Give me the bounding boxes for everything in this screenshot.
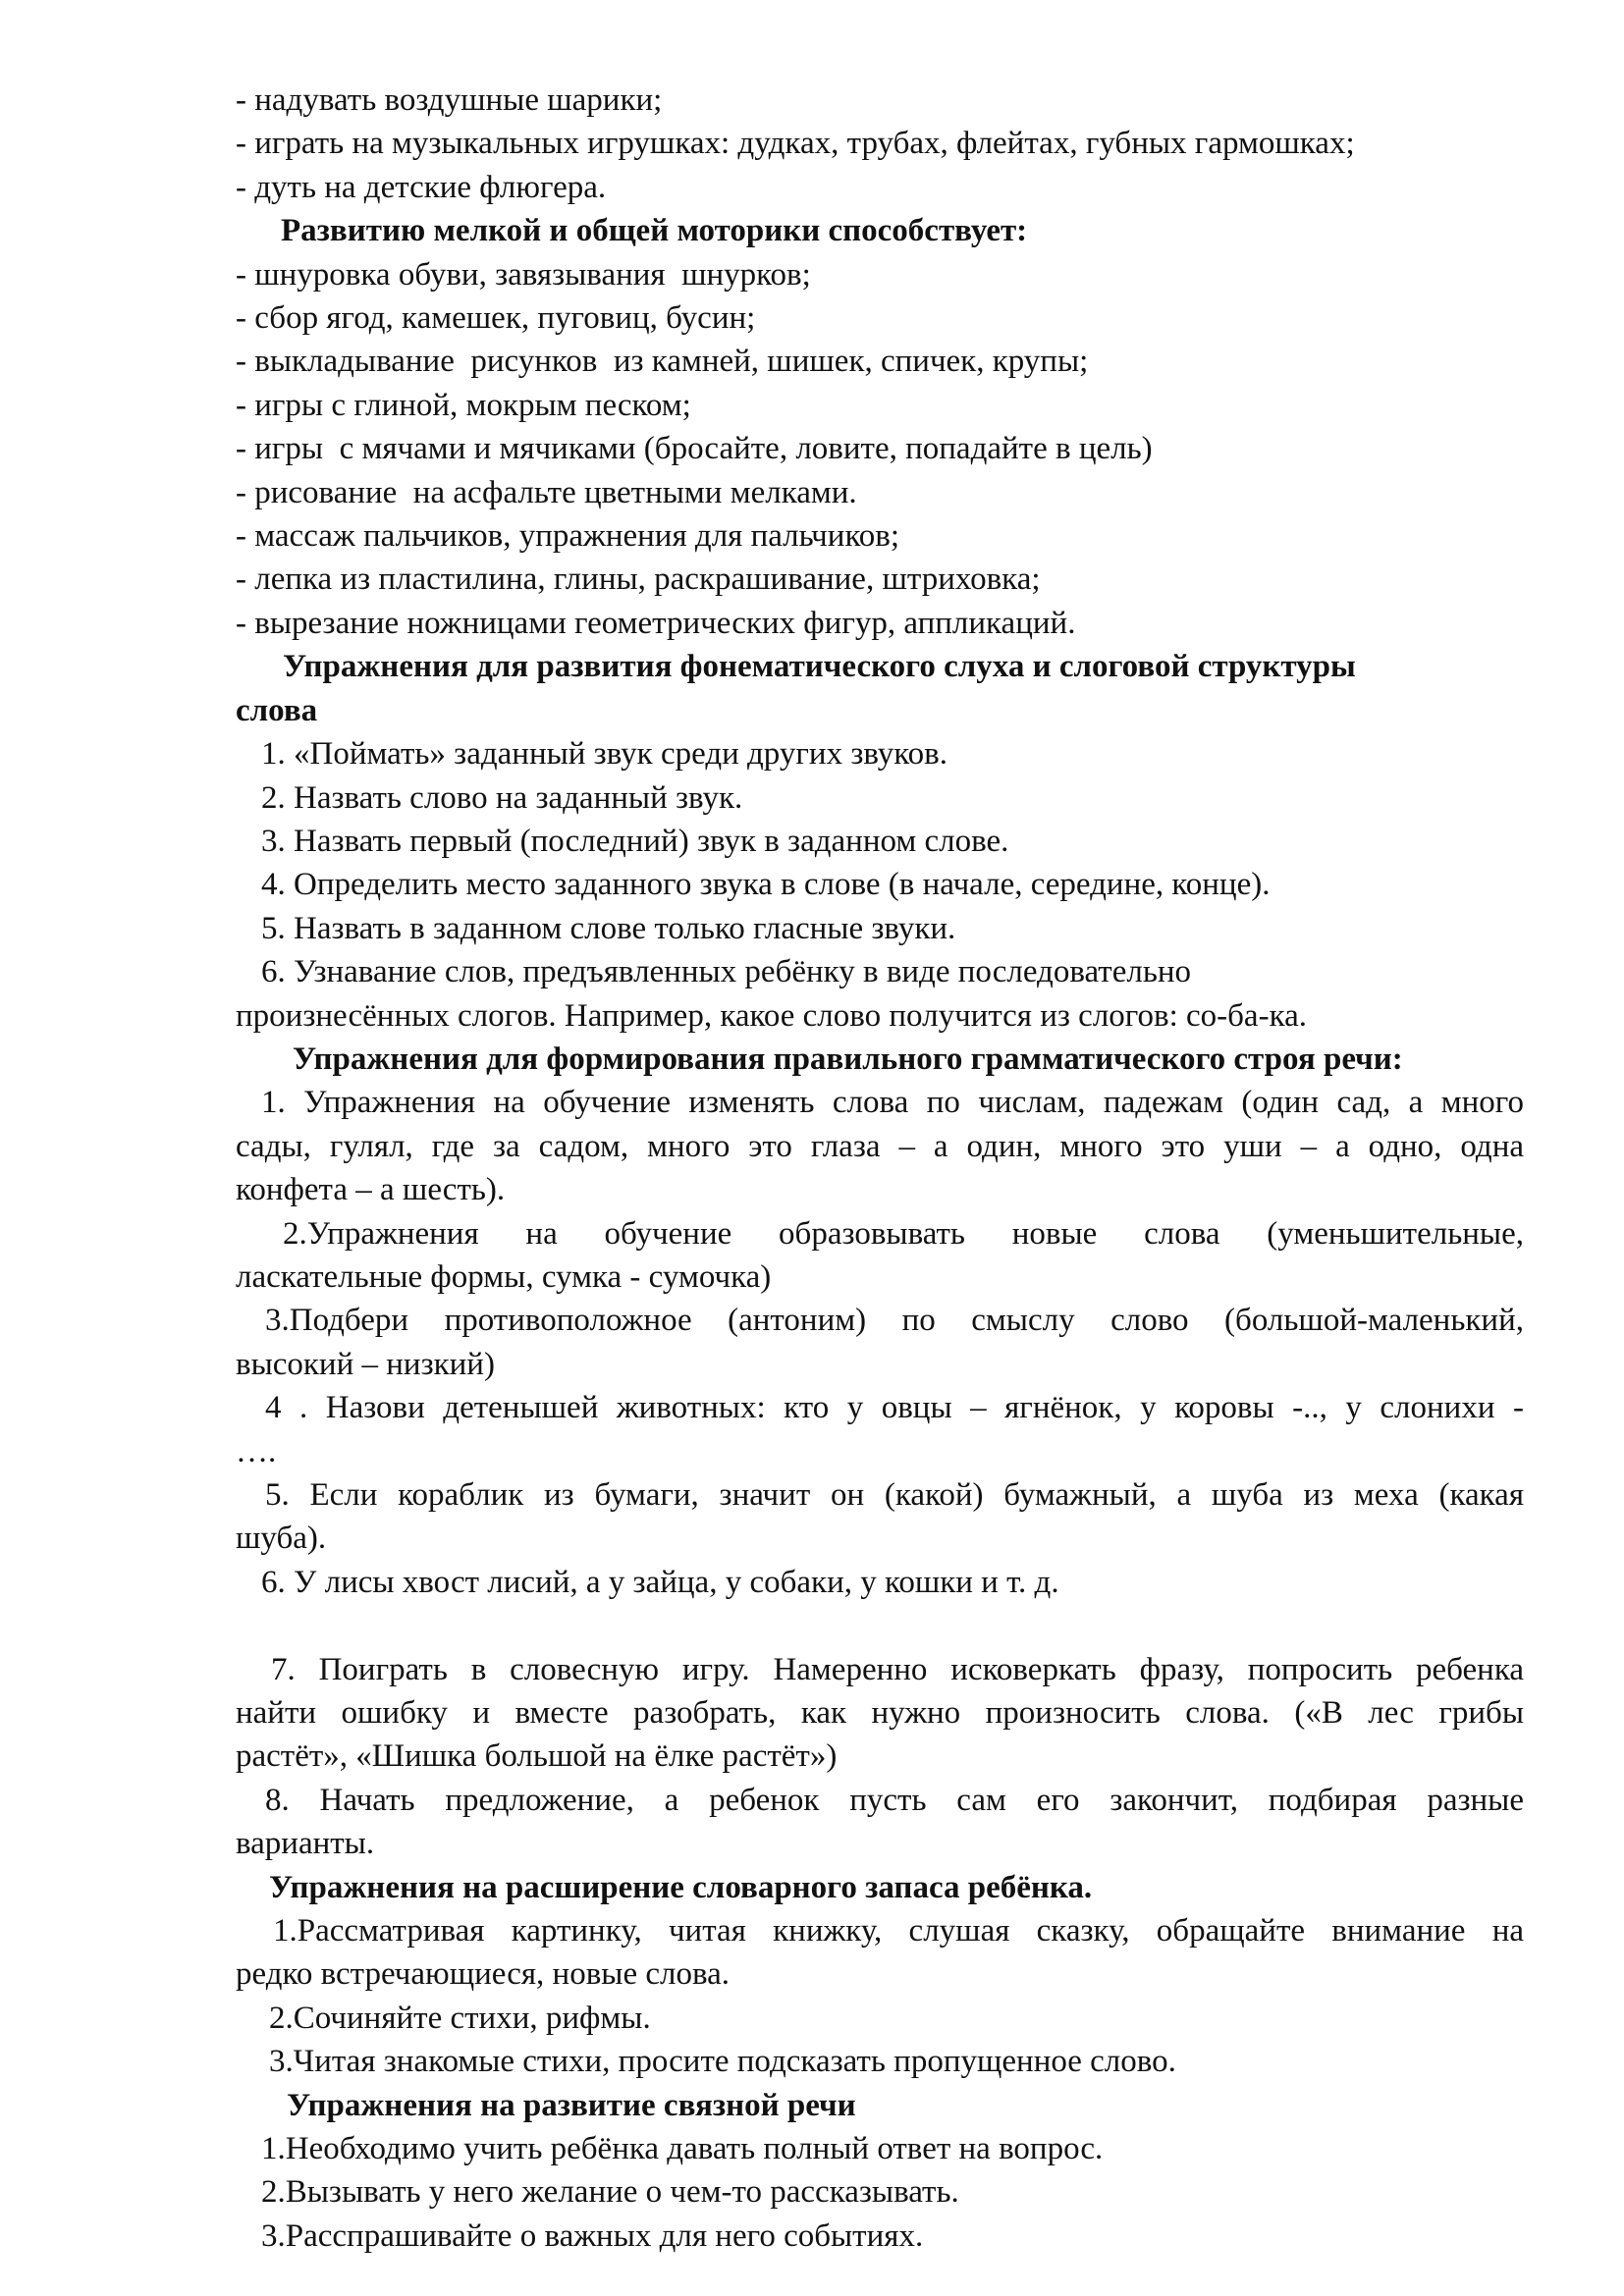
grammar-item-2: 2.Упражнения на обучение образовывать новые слова (уменьшительные, [283, 1215, 1524, 1252]
motor-item: - вырезание ножницами геометрических фигур, аппликаций. [236, 605, 1076, 641]
page-content [236, 79, 1524, 2258]
grammar-item-8: 8. Начать предложение, а ребенок пусть сам его закончит, подбирая разные [265, 1782, 1524, 1818]
phonemic-item-cont: произнесённых слогов. Например, какое слово получится из слогов: со-ба-ка. [236, 997, 1307, 1034]
grammar-item-4: 4 . Назови детенышей животных: кто у овцы – ягнёнок, у коровы -.., у слонихи - [265, 1390, 1524, 1426]
grammar-item-3-cont: высокий – низкий) [236, 1346, 495, 1382]
motor-item: - массаж пальчиков, упражнения для пальчиков; [236, 518, 900, 555]
grammar-item-5-cont: шуба). [236, 1521, 327, 1557]
blank-line [236, 1604, 1524, 1647]
motor-item: - игры с глиной, мокрым песком; [236, 387, 691, 423]
vocabulary-item-1: 1.Рассматривая картинку, читая книжку, слушая сказку, обращайте внимание на [273, 1913, 1524, 1949]
grammar-item-1-cont: конфета – а шесть). [236, 1172, 506, 1208]
speech-heading: Упражнения на развитие связной речи [287, 2087, 856, 2123]
breathing-item: - надувать воздушные шарики; [236, 82, 663, 118]
motor-item: - лепка из пластилина, глины, раскрашивание, штриховка; [236, 561, 1041, 598]
phonemic-item: 1. «Поймать» заданный звук среди других звуков. [261, 736, 947, 773]
grammar-item-1-cont: сады, гулял, где за садом, много это глаза – а один, много это уши – а одно, одна [236, 1128, 1524, 1164]
speech-item: 1.Необходимо учить ребёнка давать полный ответ на вопрос. [261, 2131, 1104, 2167]
motor-item: - выкладывание рисунков из камней, шишек, спичек, крупы; [236, 344, 1089, 380]
phonemic-item: 3. Назвать первый (последний) звук в заданном слове. [261, 823, 1009, 859]
vocabulary-item-2: 2.Сочиняйте стихи, рифмы. [269, 2000, 651, 2036]
motor-item: - игры с мячами и мячиками (бросайте, ловите, попадайте в цель) [236, 431, 1153, 467]
grammar-item-8-cont: варианты. [236, 1826, 375, 1862]
speech-item: 2.Вызывать у него желание о чем-то рассказывать. [261, 2174, 959, 2211]
grammar-item-5: 5. Если кораблик из бумаги, значит он (какой) бумажный, а шуба из меха (какая [265, 1477, 1524, 1513]
grammar-item-6: 6. У лисы хвост лисий, а у зайца, у собаки, у кошки и т. д. [261, 1564, 1059, 1600]
phonemic-item: 2. Назвать слово на заданный звук. [261, 779, 743, 816]
vocabulary-heading: Упражнения на расширение словарного запаса ребёнка. [269, 1869, 1093, 1905]
vocabulary-item-3: 3.Читая знакомые стихи, просите подсказать пропущенное слово. [269, 2044, 1176, 2080]
breathing-item: - играть на музыкальных игрушках: дудках, трубах, флейтах, губных гармошках; [236, 126, 1355, 162]
vocabulary-item-1-cont: редко встречающиеся, новые слова. [236, 1956, 731, 1993]
phonemic-heading: Упражнения для развития фонематического слуха и слоговой структуры [283, 649, 1356, 685]
grammar-item-2-cont: ласкательные формы, сумка - сумочка) [236, 1258, 772, 1295]
grammar-item-4-cont: …. [236, 1433, 277, 1469]
grammar-item-7: 7. Поиграть в словесную игру. Намеренно исковеркать фразу, попросить ребенка [271, 1651, 1524, 1687]
phonemic-item: 6. Узнавание слов, предъявленных ребёнку в виде последовательно [261, 954, 1192, 990]
grammar-item-7-cont: растёт», «Шишка большой на ёлке растёт») [236, 1738, 838, 1775]
motor-item: - рисование на асфальте цветными мелками. [236, 474, 857, 510]
phonemic-item: 5. Назвать в заданном слове только гласные звуки. [261, 910, 956, 946]
phonemic-item: 4. Определить место заданного звука в слове (в начале, середине, конце). [261, 867, 1271, 903]
grammar-item-3: 3.Подбери противоположное (антоним) по смыслу слово (большой-маленький, [265, 1303, 1524, 1339]
motor-item: - шнуровка обуви, завязывания шнурков; [236, 256, 811, 293]
speech-item: 3.Расспрашивайте о важных для него событиях. [261, 2217, 924, 2254]
grammar-item-7-cont: найти ошибку и вместе разобрать, как нужно произносить слова. («В лес грибы [236, 1695, 1524, 1732]
phonemic-heading-cont: слова [236, 692, 318, 728]
motor-item: - сбор ягод, камешек, пуговиц, бусин; [236, 300, 756, 337]
grammar-heading: Упражнения для формирования правильного грамматического строя речи: [293, 1041, 1403, 1077]
motor-heading: Развитию мелкой и общей моторики способствует: [281, 213, 1028, 249]
grammar-item-1: 1. Упражнения на обучение изменять слова по числам, падежам (один сад, а много [261, 1085, 1524, 1121]
breathing-item: - дуть на детские флюгера. [236, 169, 607, 205]
